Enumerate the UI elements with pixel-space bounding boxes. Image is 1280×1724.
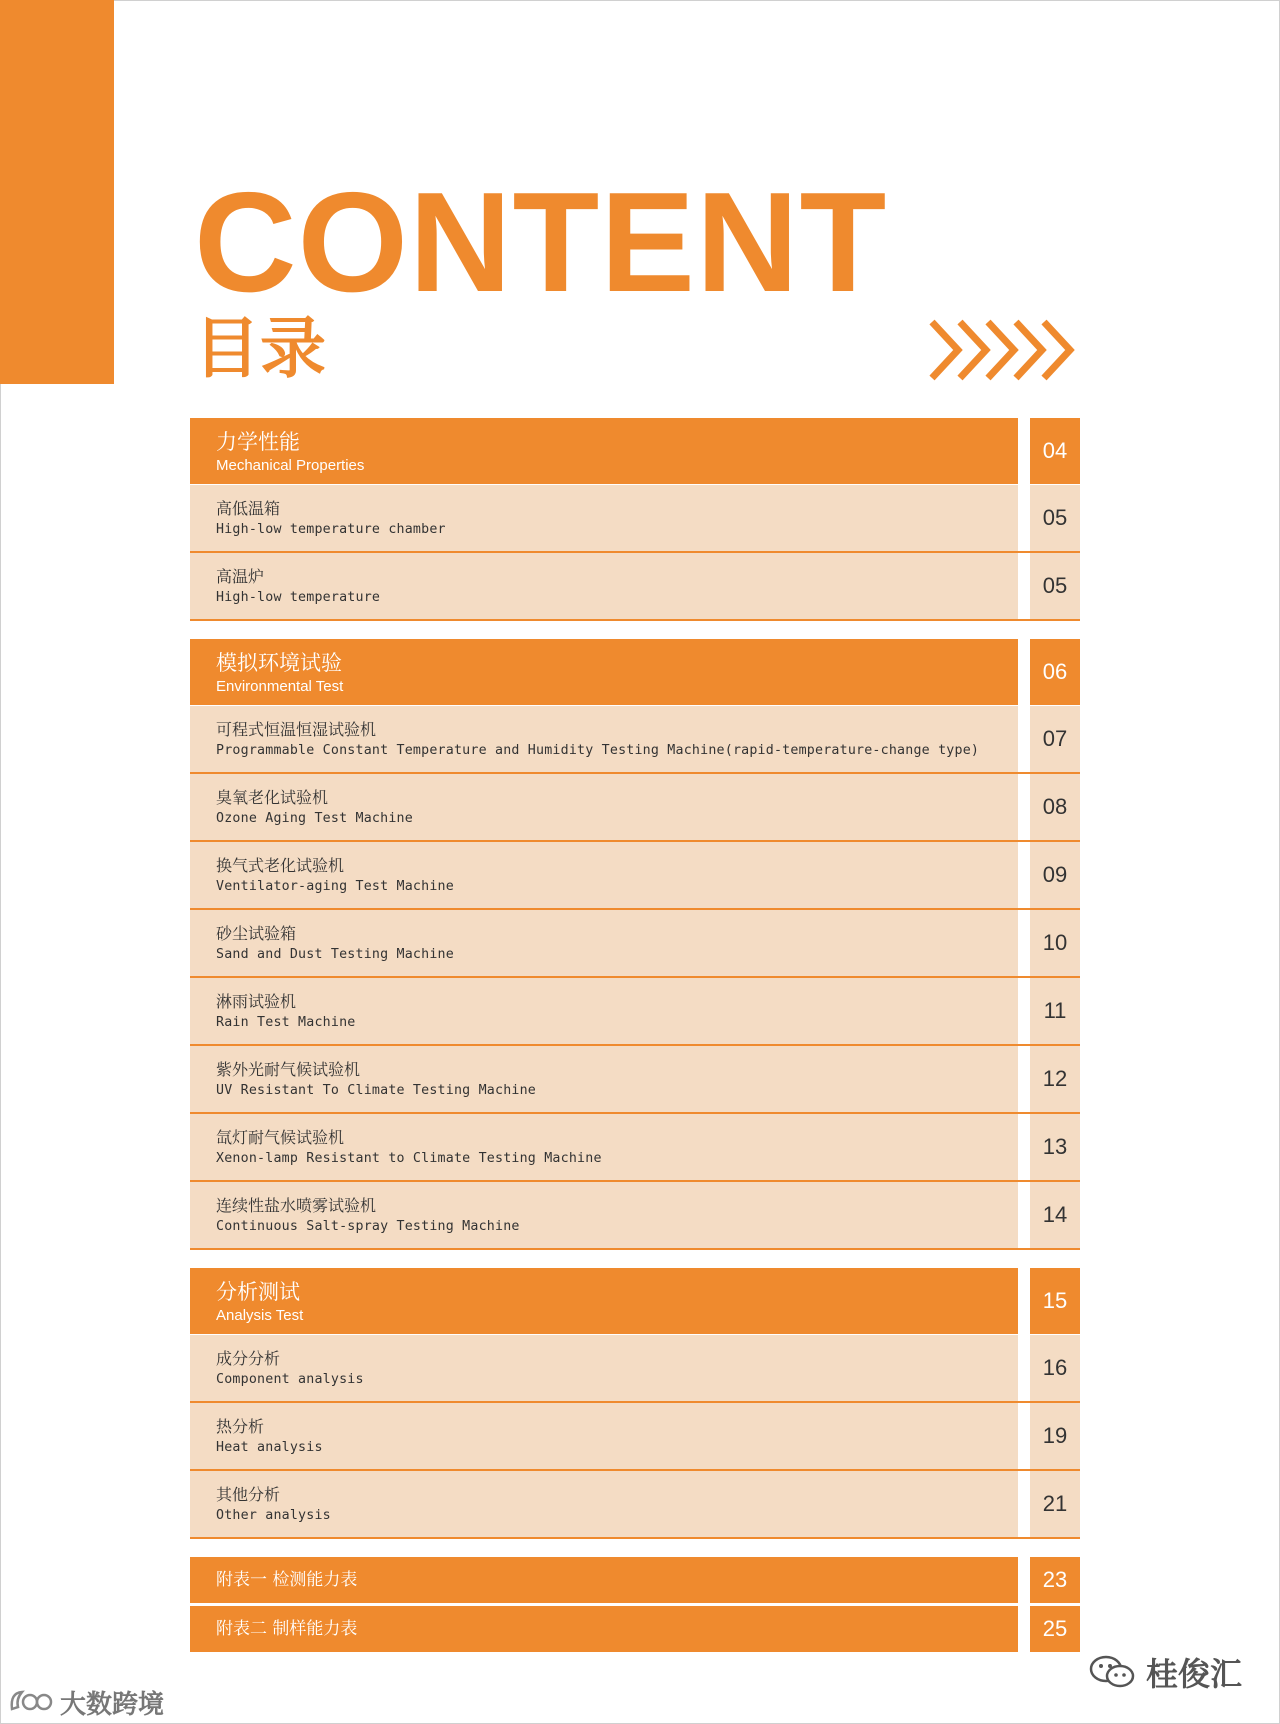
- item-title-en: Xenon-lamp Resistant to Climate Testing Machine: [216, 1151, 602, 1166]
- page-number: 08: [1030, 774, 1080, 840]
- page-number: 04: [1030, 418, 1080, 484]
- watermark-text: 桂俊汇: [1146, 1655, 1243, 1693]
- item-title-en: Programmable Constant Temperature and Humidity Testing Machine(rapid-temperature-change type): [216, 743, 980, 758]
- section-title-en: Mechanical Properties: [216, 457, 365, 474]
- item-title-en: Component analysis: [216, 1372, 364, 1387]
- toc-appendix-1[interactable]: [190, 1557, 1080, 1603]
- item-title-cn: 砂尘试验箱: [216, 924, 297, 943]
- wechat-icon: [1088, 1654, 1136, 1690]
- table-of-contents: [190, 418, 1080, 1655]
- page-number: 05: [1030, 485, 1080, 551]
- chevron-right-icon: [932, 322, 958, 378]
- toc-section-mechanical[interactable]: [190, 418, 1080, 484]
- item-title-cn: 连续性盐水喷雾试验机: [216, 1196, 377, 1215]
- item-title-cn: 淋雨试验机: [216, 992, 297, 1011]
- watermark-text: 大数跨境: [60, 1689, 165, 1720]
- toc-item[interactable]: [190, 1046, 1080, 1114]
- toc-section-analysis[interactable]: [190, 1268, 1080, 1334]
- page-number: 23: [1030, 1557, 1080, 1603]
- item-title-en: Other analysis: [216, 1508, 331, 1523]
- page-title-en: CONTENT: [194, 163, 888, 322]
- page-number: 10: [1030, 910, 1080, 976]
- item-title-en: Continuous Salt-spray Testing Machine: [216, 1219, 520, 1234]
- section-title-en: Environmental Test: [216, 678, 344, 695]
- item-title-cn: 臭氧老化试验机: [216, 788, 329, 807]
- item-title-cn: 可程式恒温恒湿试验机: [216, 720, 377, 739]
- chevron-right-icon: [1044, 322, 1070, 378]
- chevron-right-icon: [1016, 322, 1042, 378]
- item-title-en: UV Resistant To Climate Testing Machine: [216, 1083, 537, 1098]
- watermark-guijunhui: [1088, 1652, 1242, 1692]
- page-number: 11: [1030, 978, 1080, 1044]
- chevron-right-icon: [988, 322, 1014, 378]
- item-title-en: Ozone Aging Test Machine: [216, 811, 413, 826]
- item-title-cn: 紫外光耐气候试验机: [216, 1060, 361, 1079]
- item-title-cn: 氙灯耐气候试验机: [216, 1128, 345, 1147]
- page-number: 25: [1030, 1606, 1080, 1652]
- item-title-en: Ventilator-aging Test Machine: [216, 879, 454, 894]
- page-number: 07: [1030, 706, 1080, 772]
- page-number: 05: [1030, 553, 1080, 619]
- toc-item[interactable]: [190, 1471, 1080, 1539]
- page-number: 09: [1030, 842, 1080, 908]
- item-title-cn: 成分分析: [216, 1349, 281, 1368]
- toc-section-environmental[interactable]: [190, 639, 1080, 705]
- item-title-cn: 高低温箱: [216, 499, 281, 518]
- section-title-cn: 分析测试: [216, 1280, 300, 1304]
- section-title-en: Analysis Test: [216, 1307, 304, 1324]
- toc-item[interactable]: [190, 1335, 1080, 1403]
- toc-item[interactable]: [190, 1182, 1080, 1250]
- toc-item[interactable]: [190, 910, 1080, 978]
- item-title-cn: 其他分析: [216, 1485, 281, 1504]
- dashu-logo-icon: [8, 1687, 54, 1717]
- item-title-en: Sand and Dust Testing Machine: [216, 947, 454, 962]
- page-number: 13: [1030, 1114, 1080, 1180]
- page-number: 14: [1030, 1182, 1080, 1248]
- item-title-cn: 热分析: [216, 1417, 265, 1436]
- page-number: 16: [1030, 1335, 1080, 1401]
- section-title-cn: 力学性能: [216, 430, 300, 454]
- page-title-cn: 目录: [194, 310, 326, 387]
- appendix-label: 附表一 检测能力表: [216, 1570, 358, 1590]
- toc-item[interactable]: [190, 842, 1080, 910]
- chevron-right-icon: [960, 322, 986, 378]
- section-title-cn: 模拟环境试验: [216, 651, 342, 675]
- toc-item[interactable]: [190, 774, 1080, 842]
- item-title-en: Rain Test Machine: [216, 1015, 356, 1030]
- toc-appendix-2[interactable]: [190, 1606, 1080, 1652]
- item-title-cn: 换气式老化试验机: [216, 856, 345, 875]
- toc-item[interactable]: [190, 485, 1080, 553]
- toc-item[interactable]: [190, 553, 1080, 621]
- toc-item[interactable]: [190, 706, 1080, 774]
- page-number: 12: [1030, 1046, 1080, 1112]
- page-number: 19: [1030, 1403, 1080, 1469]
- item-title-en: High-low temperature chamber: [216, 522, 446, 537]
- toc-item[interactable]: [190, 1403, 1080, 1471]
- page-number: 06: [1030, 639, 1080, 705]
- page-number: 15: [1030, 1268, 1080, 1334]
- toc-item[interactable]: [190, 1114, 1080, 1182]
- page-number: 21: [1030, 1471, 1080, 1537]
- item-title-en: Heat analysis: [216, 1440, 323, 1455]
- watermark-dashu: [8, 1686, 164, 1718]
- appendix-label: 附表二 制样能力表: [216, 1619, 358, 1639]
- item-title-en: High-low temperature: [216, 590, 381, 605]
- toc-item[interactable]: [190, 978, 1080, 1046]
- item-title-cn: 高温炉: [216, 567, 265, 586]
- side-accent-bar: [0, 0, 114, 384]
- chevrons-icon: [928, 318, 1078, 382]
